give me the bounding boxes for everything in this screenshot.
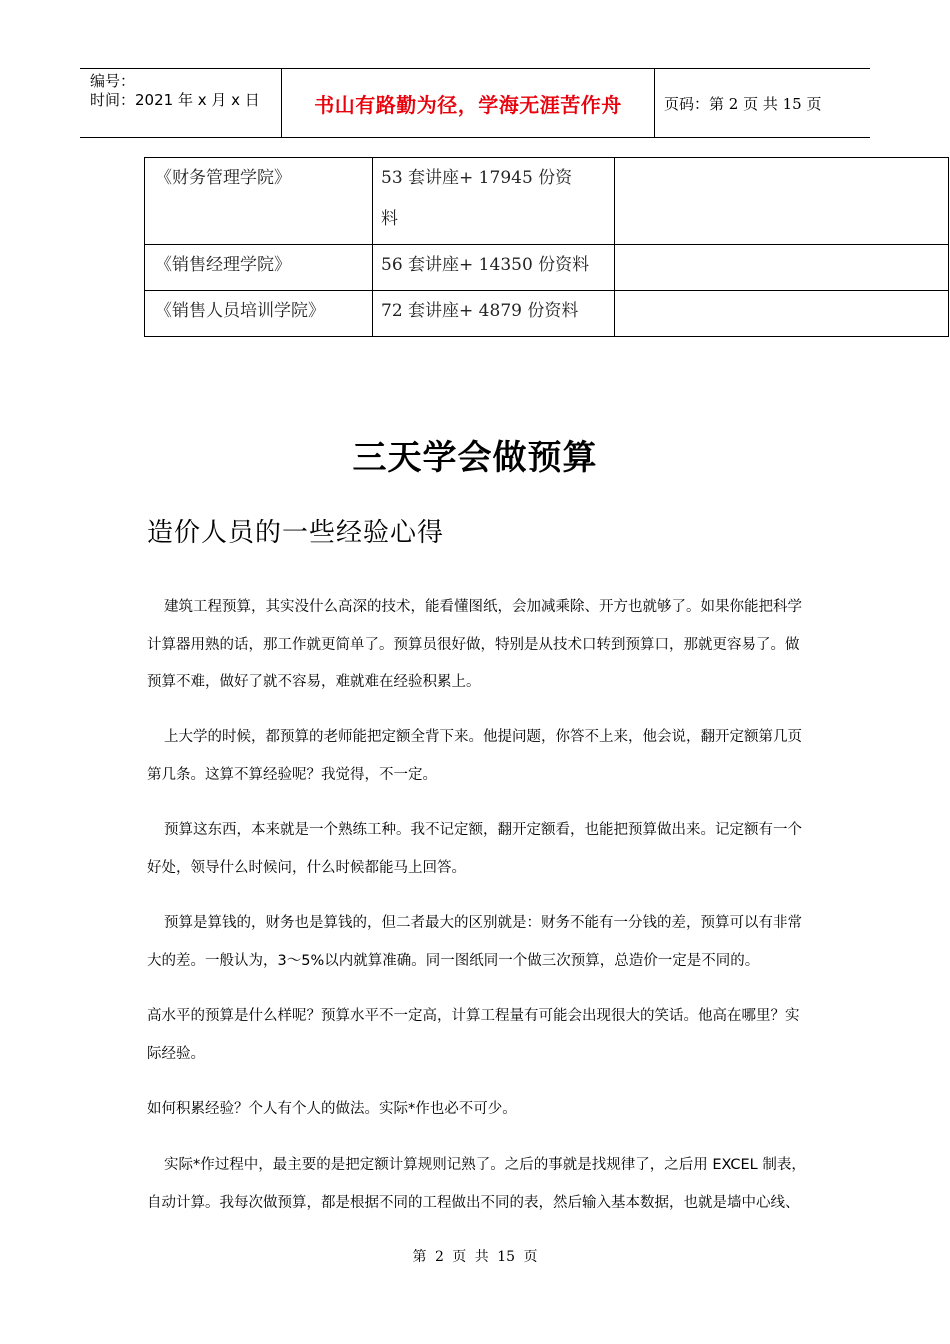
- course-detail-text: 53 套讲座+ 17945 份资料: [381, 168, 573, 229]
- body-paragraph: 如何积累经验？个人有个人的做法。实际*作也必不可少。: [147, 1101, 517, 1117]
- course-name: 《销售经理学院》: [145, 245, 373, 291]
- document-time-label: 时间：2021 年 x 月 x 日: [90, 91, 260, 109]
- body-paragraph: 建筑工程预算，其实没什么高深的技术，能看懂图纸，会加减乘除、开方也就够了。如果你能把科学计算器用熟的话，那工作就更简单了。预算员很好做，特别是从技术口转到预算口，那就更容易了。做预算不难，做好了就不容易，难就难在经验积累上。: [147, 599, 802, 690]
- table-row: [145, 158, 949, 245]
- course-extra: [615, 291, 949, 337]
- body-paragraph: 实际*作过程中，最主要的是把定额计算规则记熟了。之后的事就是找规律了，之后用 EXCEL 制表，自动计算。我每次做预算，都是根据不同的工程做出不同的表，然后输入基本数据，也就是墙中心线、: [147, 1157, 806, 1211]
- course-extra: [615, 245, 949, 291]
- page-subtitle: 造价人员的一些经验心得: [147, 518, 445, 548]
- course-extra: [615, 158, 949, 245]
- header-meta-cell: [80, 69, 282, 137]
- course-table: [144, 157, 949, 337]
- course-detail: 72 套讲座+ 4879 份资料: [373, 291, 615, 337]
- page-header: [80, 68, 870, 138]
- body-paragraph: 预算是算钱的，财务也是算钱的，但二者最大的区别就是：财务不能有一分钱的差，预算可以有非常大的差。一般认为，3～5%以内就算准确。同一图纸同一个做三次预算，总造价一定是不同的。: [147, 915, 802, 969]
- document-number-label: 编号：: [90, 72, 136, 90]
- course-name: 《销售人员培训学院》: [145, 291, 373, 337]
- header-page-info: 页码：第 2 页 共 15 页: [664, 94, 822, 113]
- body-paragraph: 预算这东西，本来就是一个熟练工种。我不记定额，翻开定额看，也能把预算做出来。记定额有一个好处，领导什么时候问，什么时候都能马上回答。: [147, 822, 802, 876]
- page-footer: 第 2 页 共 15 页: [412, 1249, 538, 1265]
- header-motto: 书山有路勤为径，学海无涯苦作舟: [314, 92, 622, 117]
- course-detail: 56 套讲座+ 14350 份资料: [373, 245, 615, 291]
- header-motto-cell: [282, 69, 655, 137]
- body-paragraph: 上大学的时候，都预算的老师能把定额全背下来。他提问题，你答不上来，他会说，翻开定额第几页第几条。这算不算经验呢？我觉得，不一定。: [147, 729, 802, 783]
- course-name: 《财务管理学院》: [145, 158, 373, 245]
- table-row: [145, 245, 949, 291]
- page-title: 三天学会做预算: [352, 438, 598, 478]
- course-detail: [373, 158, 615, 245]
- header-page-cell: [655, 69, 870, 137]
- body-paragraph: 高水平的预算是什么样呢？预算水平不一定高，计算工程量有可能会出现很大的笑话。他高在哪里？实际经验。: [147, 1008, 800, 1062]
- table-row: [145, 291, 949, 337]
